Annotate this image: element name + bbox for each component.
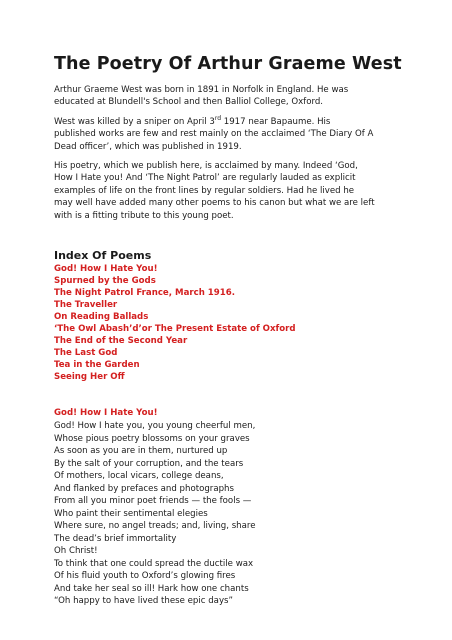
- date-text: West was killed by a sniper on April 3: [54, 117, 215, 127]
- intro-paragraph-birth: [54, 84, 414, 109]
- index-link-the-traveller[interactable]: The Traveller: [54, 300, 118, 310]
- text-line: educated at Blundell's School and then Balliol College, Oxford.: [54, 97, 324, 108]
- date-text-rest: 1917 near Bapaume. His: [221, 117, 331, 127]
- poem-body: [54, 420, 256, 608]
- text-line: published works are few and rest mainly on the acclaimed ‘The Diary Of A: [54, 129, 374, 140]
- poem-line: To think that one could spread the ductile wax: [54, 558, 254, 569]
- text-line: Dead officer’, which was published in 1919.: [54, 141, 242, 152]
- poem-line: As soon as you are in them, nurtured up: [54, 446, 228, 456]
- poem-line: Of mothers, local vicars, college deans,: [54, 471, 224, 481]
- poem-line: The dead’s brief immortality: [54, 533, 177, 544]
- poem-line: From all you minor poet friends — the fools —: [54, 496, 252, 506]
- index-link-the-owl-abashd[interactable]: ‘The Owl Abash’d’or The Present Estate of Oxford: [54, 324, 296, 334]
- intro-paragraph-acclaim: [54, 160, 414, 222]
- text-line: may well have added many other poems to his canon but what we are left: [54, 198, 375, 209]
- index-link-the-night-patrol[interactable]: The Night Patrol France, March 1916.: [54, 288, 235, 298]
- index-link-seeing-her-off[interactable]: Seeing Her Off: [54, 372, 125, 382]
- text-line: His poetry, which we publish here, is acclaimed by many. Indeed ‘God,: [54, 161, 358, 171]
- poem-line: And take her seal so ill! Hark how one chants: [54, 583, 249, 594]
- text-line: Arthur Graeme West was born in 1891 in Norfolk in England. He was: [54, 85, 349, 95]
- poem-line: Whose pious poetry blossoms on your graves: [54, 433, 250, 444]
- poem-index-list: [54, 263, 296, 383]
- poem-title: God! How I Hate You!: [54, 408, 158, 418]
- index-link-tea-in-the-garden[interactable]: Tea in the Garden: [54, 360, 140, 370]
- index-link-the-last-god[interactable]: The Last God: [54, 348, 118, 358]
- text-line-date: [54, 116, 414, 128]
- index-link-spurned-by-the-gods[interactable]: Spurned by the Gods: [54, 276, 156, 286]
- poem-line: By the salt of your corruption, and the tears: [54, 458, 244, 469]
- text-line: How I Hate you! And ‘The Night Patrol’ are regularly lauded as explicit: [54, 173, 356, 184]
- index-heading: Index Of Poems: [54, 249, 152, 262]
- index-link-end-of-second-year[interactable]: The End of the Second Year: [54, 336, 188, 346]
- text-line: with is a fitting tribute to this young poet.: [54, 210, 234, 221]
- poem-line: Where sure, no angel treads; and, living, share: [54, 521, 256, 531]
- poem-line: Who paint their sentimental elegies: [54, 508, 208, 519]
- text-line: examples of life on the front lines by regular soldiers. Had he lived he: [54, 185, 355, 196]
- poem-line: And flanked by prefaces and photographs: [54, 483, 234, 494]
- poem-line: God! How I hate you, you young cheerful men,: [54, 421, 256, 431]
- poem-line: Of his fluid youth to Oxford’s glowing fires: [54, 571, 236, 581]
- page-title: The Poetry Of Arthur Graeme West: [54, 54, 402, 74]
- poem-line: “Oh happy to have lived these epic days”: [54, 596, 233, 606]
- index-link-god-how-i-hate-you[interactable]: God! How I Hate You!: [54, 264, 158, 274]
- date-ordinal-superscript: rd: [214, 115, 222, 123]
- intro-paragraph-death: [54, 116, 414, 153]
- poem-line: Oh Christ!: [54, 546, 98, 556]
- index-link-on-reading-ballads[interactable]: On Reading Ballads: [54, 312, 149, 322]
